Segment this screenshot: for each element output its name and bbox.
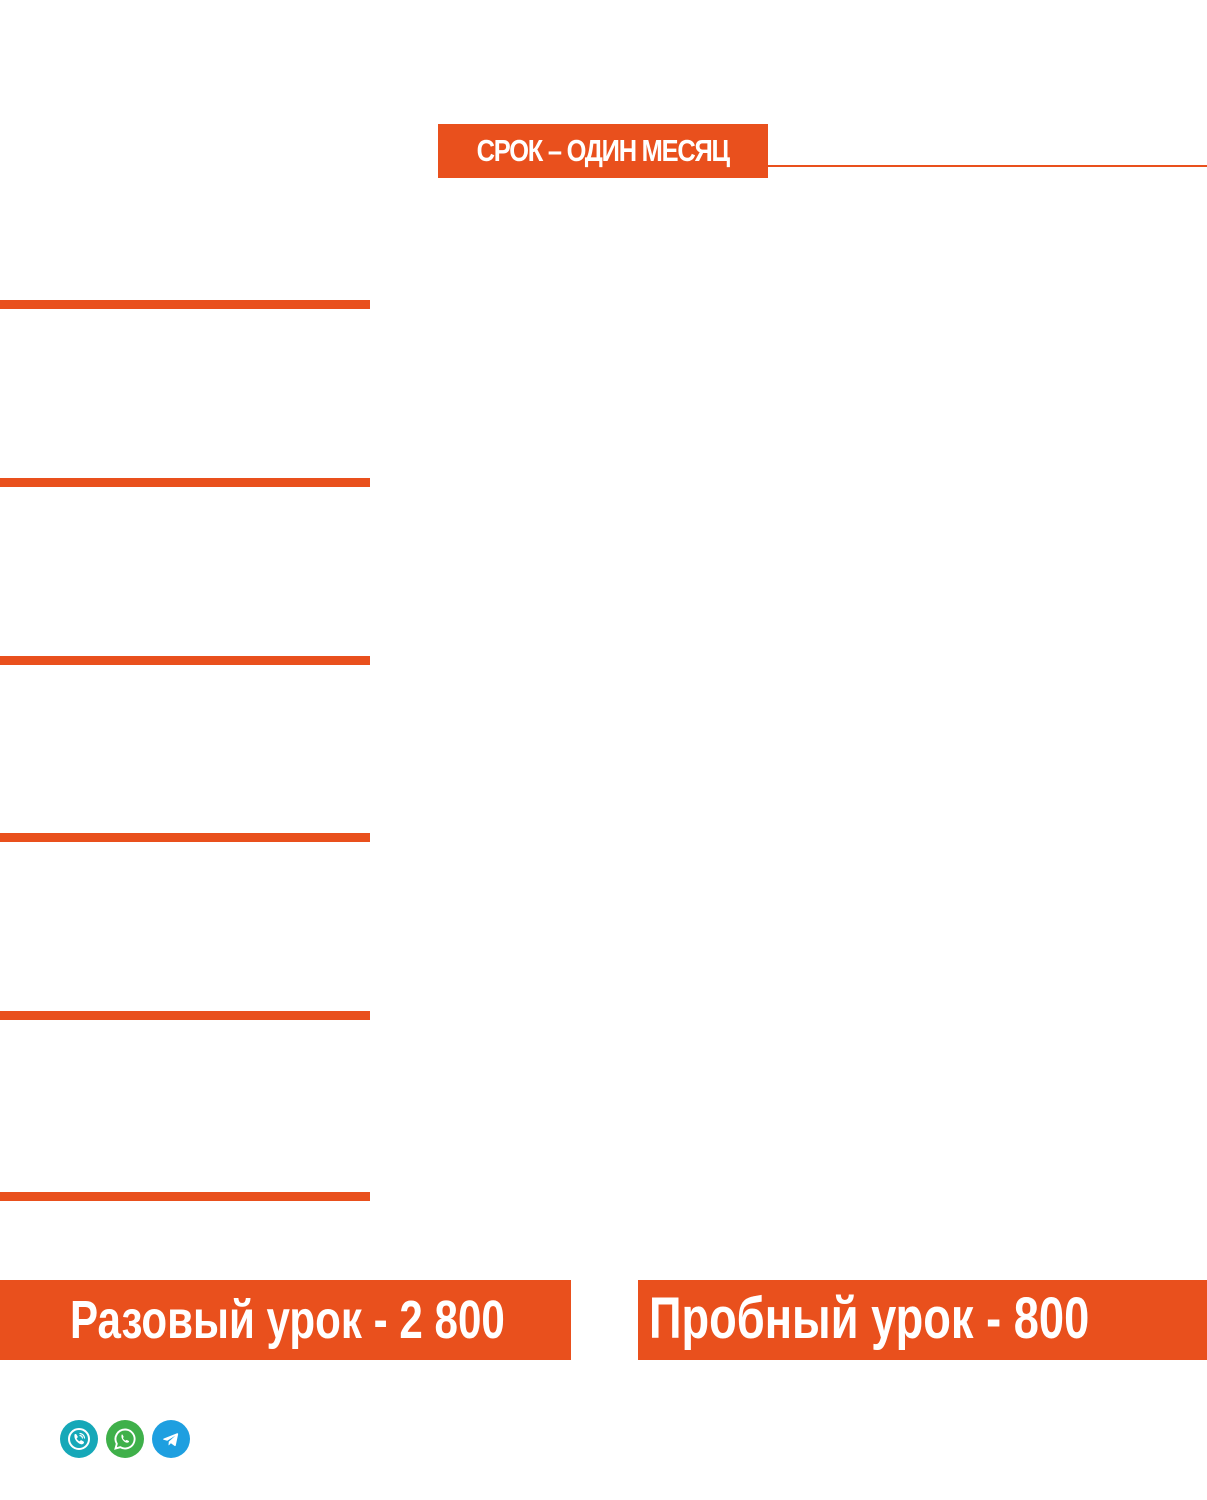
term-badge [438, 124, 768, 178]
trial-lesson-price-box [638, 1280, 1207, 1360]
viber-icon[interactable] [60, 1420, 98, 1458]
telegram-icon[interactable] [152, 1420, 190, 1458]
term-label: СРОК – ОДИН МЕСЯЦ [476, 133, 730, 168]
trial-lesson-price: Пробный урок - 800 [649, 1286, 1090, 1351]
section-divider [0, 656, 370, 665]
single-lesson-price: Разовый урок - 2 800 [70, 1290, 505, 1350]
contact-links [60, 1420, 190, 1458]
single-lesson-price-box [0, 1280, 571, 1360]
section-divider [0, 833, 370, 842]
section-divider [0, 1192, 370, 1201]
section-divider [0, 478, 370, 487]
section-divider [0, 1011, 370, 1020]
section-divider [0, 300, 370, 309]
whatsapp-icon[interactable] [106, 1420, 144, 1458]
